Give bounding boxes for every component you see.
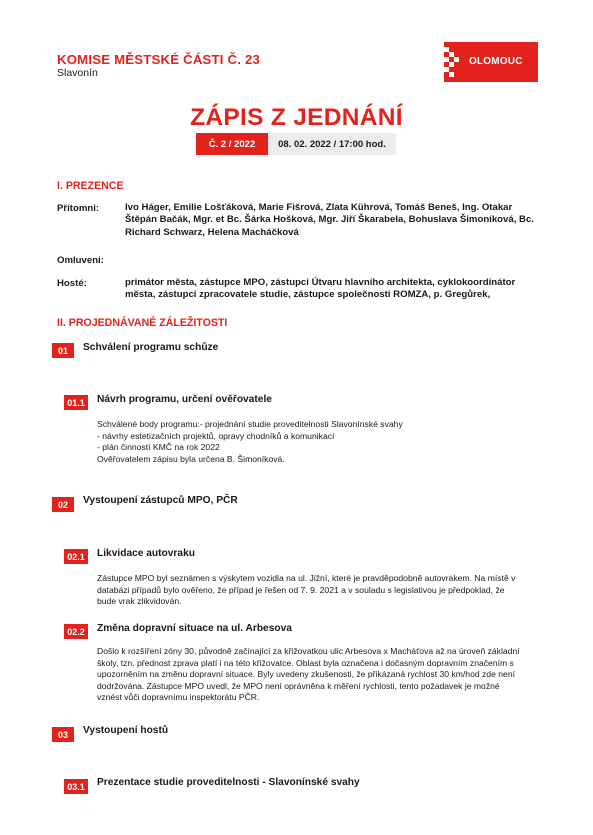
subitem-body xyxy=(97,573,515,608)
body-line: - návrhy estetizačních projektů, opravy chodníků a komunikací xyxy=(97,430,335,441)
item-title: Vystoupení zástupců MPO, PČR xyxy=(83,495,238,506)
olomouc-logo xyxy=(444,42,538,82)
item-number-badge: 01 xyxy=(52,343,74,358)
guests-list xyxy=(125,277,515,302)
subitem-body xyxy=(97,419,403,465)
document-title: ZÁPIS Z JEDNÁNÍ xyxy=(190,104,403,131)
body-line: dodržována. Zástupce MPO uvedl, že MPO není oprávněna k měření rychlosti, tento požadavek je možné xyxy=(97,680,500,691)
subitem-title: Změna dopravní situace na ul. Arbesova xyxy=(97,623,292,634)
present-label: Přítomni: xyxy=(57,203,100,214)
subitem-body xyxy=(97,646,520,704)
subitem-number-badge: 01.1 xyxy=(64,395,88,410)
item-number-badge: 03 xyxy=(52,727,74,742)
body-line: databázi případů bylo ověřeno, že případ je řešen od 7. 9. 2021 a v souladu s legislativou je předpoklad, že xyxy=(97,584,505,595)
section-heading-presence: I. PREZENCE xyxy=(57,180,124,192)
guests-line: města, zástupci zpracovatele studie, zástupce společnosti ROMZA, p. Gregůrek, xyxy=(125,289,491,301)
body-line: vznést vůči dopravnímu inspektorátu PČR. xyxy=(97,692,260,703)
present-list xyxy=(125,202,534,239)
body-line: upozorněním na změnu dopravní situace. Byly uvedeny zkušenosti, že přikázaná rychlost 30 km/hod zde není xyxy=(97,669,515,680)
subitem-title: Likvidace autovraku xyxy=(97,548,195,559)
section-heading-matters: II. PROJEDNÁVANÉ ZÁLEŽITOSTI xyxy=(57,317,228,329)
district-name: Slavonín xyxy=(57,67,98,79)
body-line: - plán činností KMČ na rok 2022 xyxy=(97,442,220,453)
subitem-title: Prezentace studie proveditelnosti - Slavonínské svahy xyxy=(97,777,360,788)
subitem-number-badge: 02.2 xyxy=(64,624,88,639)
excused-label: Omluveni: xyxy=(57,255,104,266)
body-line: Zástupce MPO byl seznámen s výskytem vozidla na ul. Jižní, které je pravděpodobně autovrakem. Na místě v xyxy=(97,573,516,583)
body-line: Schválené body programu:- projednání studie proveditelnosti Slavonínské svahy xyxy=(97,419,403,429)
body-line: školy, tzn. přednost zprava platí i na této křižovatce. Oblast byla označena i dočasným dopravním značením s xyxy=(97,657,514,668)
logo-text: OLOMOUC xyxy=(469,56,523,67)
body-line: Došlo k rozšíření zóny 30, původně začínající za křižovatkou ulic Arbesova x Macháťova až na úroveň základní xyxy=(97,646,520,656)
body-line: bude vrak zlikvidován. xyxy=(97,596,182,607)
guests-label: Hosté: xyxy=(57,278,87,289)
meeting-datetime: 08. 02. 2022 / 17:00 hod. xyxy=(268,133,396,155)
subitem-number-badge: 02.1 xyxy=(64,549,88,564)
guests-line: primátor města, zástupce MPO, zástupci Útvaru hlavního architekta, cyklokoordinátor xyxy=(125,277,516,288)
present-line: Richard Schwarz, Helena Macháčková xyxy=(125,226,299,238)
body-line: Ověřovatelem zápisu byla určena B. Šimoníková. xyxy=(97,453,285,464)
present-line: Ivo Háger, Emilie Lošťáková, Marie Fišrová, Zlata Kührová, Tomáš Beneš, Ing. Otakar xyxy=(125,202,513,213)
subitem-title: Návrh programu, určení ověřovatele xyxy=(97,394,272,405)
meeting-number-badge: Č. 2 / 2022 xyxy=(196,133,268,155)
present-line: Štěpán Bačák, Mgr. et Bc. Šárka Hošková, Mgr. Jiří Škarabela, Bohuslava Šimoníková, Bc. xyxy=(125,214,534,226)
item-title: Vystoupení hostů xyxy=(83,725,169,736)
item-title: Schválení programu schůze xyxy=(83,342,219,353)
committee-name: KOMISE MĚSTSKÉ ČÁSTI Č. 23 xyxy=(57,52,261,67)
subitem-number-badge: 03.1 xyxy=(64,779,88,794)
item-number-badge: 02 xyxy=(52,497,74,512)
